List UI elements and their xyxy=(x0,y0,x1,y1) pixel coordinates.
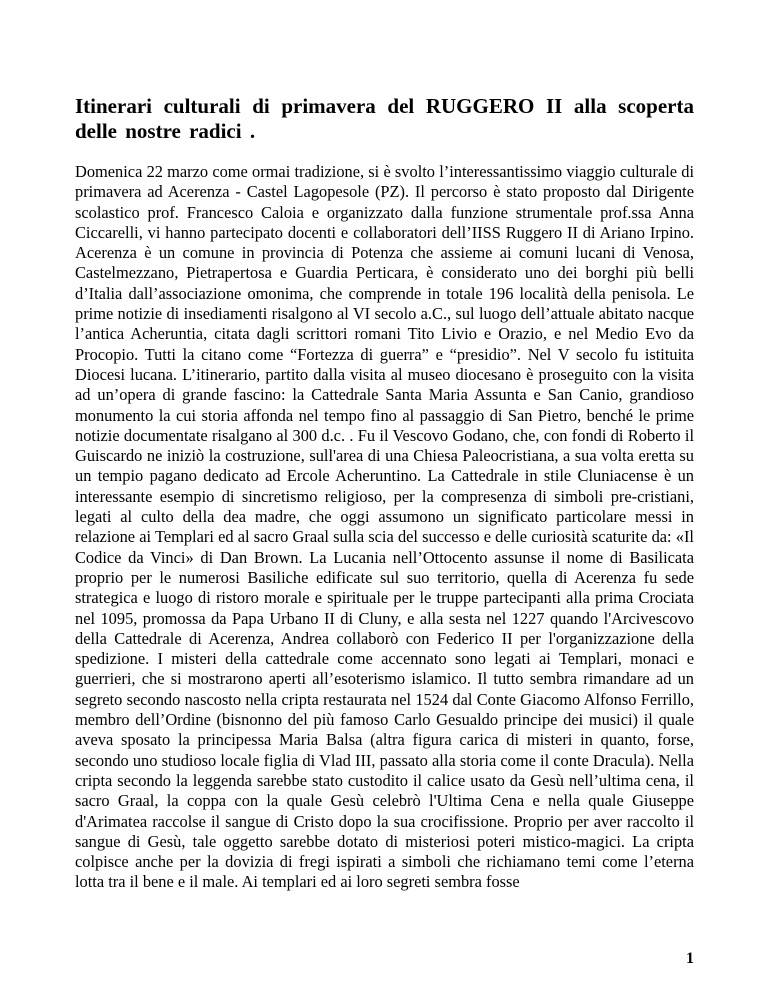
page-number: 1 xyxy=(686,950,694,967)
document-title: Itinerari culturali di primavera del RUGGERO II alla scoperta delle nostre radici . xyxy=(75,94,694,143)
document-body-paragraph: Domenica 22 marzo come ormai tradizione, si è svolto l’interessantissimo viaggio culturale di primavera ad Acerenza - Castel Lagopesole (PZ). Il percorso è stato proposto dal Dirigente scolastico prof. Francesco Caloia e organizzato dalla funzione strumentale prof.ssa Anna Ciccarelli, vi hanno partecipato docenti e collaboratori dell’IISS Ruggero II di Ariano Irpino. Acerenza è un comune in provincia di Potenza che assieme ai comuni lucani di Venosa, Castelmezzano, Pietrapertosa e Guardia Perticara, è considerato uno dei borghi più belli d’Italia dall’associazione omonima, che comprende in totale 196 località della penisola. Le prime notizie di insediamenti risalgono al VI secolo a.C., sul luogo dell’attuale abitato nacque l’antica Acheruntia, citata dagli scrittori romani Tito Livio e Orazio, e nel Medio Evo da Procopio. Tutti la citano come “Fortezza di guerra” e “presidio”. Nel V secolo fu istituita Diocesi lucana. L’itinerario, partito dalla visita al museo diocesano è proseguito con la visita ad un’opera di grande fascino: la Cattedrale Santa Maria Assunta e San Canio, grandioso monumento la cui storia affonda nel tempo fino al passaggio di San Pietro, benché le prime notizie documentate risalgano al 300 d.c. . Fu il Vescovo Godano, che, con fondi di Roberto il Guiscardo ne iniziò la costruzione, sull'area di una Chiesa Paleocristiana, a sua volta eretta su un tempio pagano dedicato ad Ercole Acheruntino. La Cattedrale in stile Cluniacense è un interessante esempio di sincretismo religioso, per la compresenza di simboli pre-cristiani, legati al culto della dea madre, che oggi assumono un significato particolare messi in relazione ai Templari ed al sacro Graal sulla scia del successo e delle curiosità scaturite da: «Il Codice da Vinci» di Dan Brown. La Lucania nell’Ottocento assunse il nome di Basilicata proprio per le numerosi Basiliche edificate sul suo territorio, quella di Acerenza fu sede strategica e luogo di ristoro morale e spirituale per le truppe partecipanti alla prima Crociata nel 1095, promossa da Papa Urbano II di Cluny, e alla sesta nel 1227 quando l'Arcivescovo della Cattedrale di Acerenza, Andrea collaborò con Federico II per l'organizzazione della spedizione. I misteri della cattedrale come accennato sono legati ai Templari, monaci e guerrieri, che si mostrarono aperti all’esoterismo islamico. Il tutto sembra rimandare ad un segreto secondo nascosto nella cripta restaurata nel 1524 dal Conte Giacomo Alfonso Ferrillo, membro dell’Ordine (bisnonno del più famoso Carlo Gesualdo principe dei musici) il quale aveva sposato la principessa Maria Balsa (altra figura carica di misteri in quanto, forse, secondo uno studioso locale figlia di Vlad III, passato alla storia come il conte Dracula). Nella cripta secondo la leggenda sarebbe stato custodito il calice usato da Gesù nell’ultima cena, il sacro Graal, la coppa con la quale Gesù celebrò l'Ultima Cena e nella quale Giuseppe d'Arimatea raccolse il sangue di Cristo dopo la sua crocifissione. Proprio per aver raccolto il sangue di Gesù, tale oggetto sarebbe dotato di misteriosi poteri mistico-magici. La cripta colpisce anche per la dovizia di fregi ispirati a simboli che richiamano temi come l’eterna lotta tra il bene e il male. Ai templari ed ai loro segreti sembra fosse xyxy=(75,162,694,892)
document-page xyxy=(75,94,694,893)
